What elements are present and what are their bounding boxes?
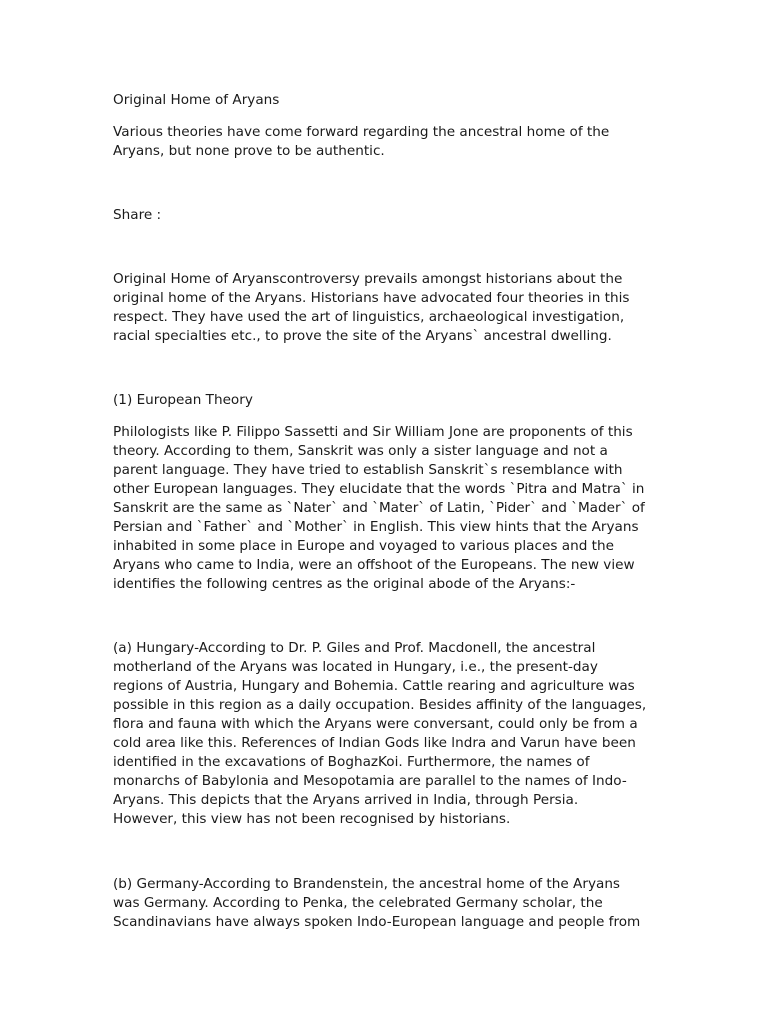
share-label: Share : (113, 207, 162, 223)
lead-paragraph: Various theories have come forward regarding the ancestral home of the Aryans, but none prove to be authentic. (113, 124, 610, 159)
european-theory-paragraph: Philologists like P. Filippo Sassetti and Sir William Jone are proponents of this theory. According to them, Sanskrit was only a sister language and not a parent language. They have tried to establish Sanskrit`s resemblance with other European languages. They elucidate that the words `Pitra and Matra` in Sanskrit are the same as `Nater` and `Mater` of Latin, `Pider` and `Mader` of Persian and `Father` and `Mother` in English. This view hints that the Aryans inhabited in some place in Europe and voyaged to various places and the Aryans who came to India, were an offshoot of the Europeans. The new view identifies the following centres as the original abode of the Aryans:- (113, 424, 645, 592)
hungary-paragraph: (a) Hungary-According to Dr. P. Giles and Prof. Macdonell, the ancestral motherland of the Aryans was located in Hungary, i.e., the present-day regions of Austria, Hungary and Bohemia. Cattle rearing and agriculture was possible in this region as a daily occupation. Besides affinity of the languages, flora and fauna with which the Aryans were conversant, could only be from a cold area like this. References of Indian Gods like lndra and Varun have been identified in the excavations of BoghazKoi. Furthermore, the names of monarchs of Babylonia and Mesopotamia are parallel to the names of Indo- Aryans. This depicts that the Aryans arrived in India, through Persia. However, this view has not been recognised by historians. (113, 640, 647, 827)
section-heading-european-theory: (1) European Theory (113, 392, 253, 408)
intro-paragraph: Original Home of Aryanscontroversy prevails amongst historians about the original home of the Aryans. Historians have advocated four theories in this respect. They have used the art of linguistics, archaeological investigation, racial specialties etc., to prove the site of the Aryans` ancestral dwelling. (113, 271, 630, 344)
document-title: Original Home of Aryans (113, 92, 280, 108)
germany-paragraph: (b) Germany-According to Brandenstein, the ancestral home of the Aryans was Germany. According to Penka, the celebrated Germany scholar, the Scandinavians have always spoken Indo-European language and people from (113, 876, 641, 930)
